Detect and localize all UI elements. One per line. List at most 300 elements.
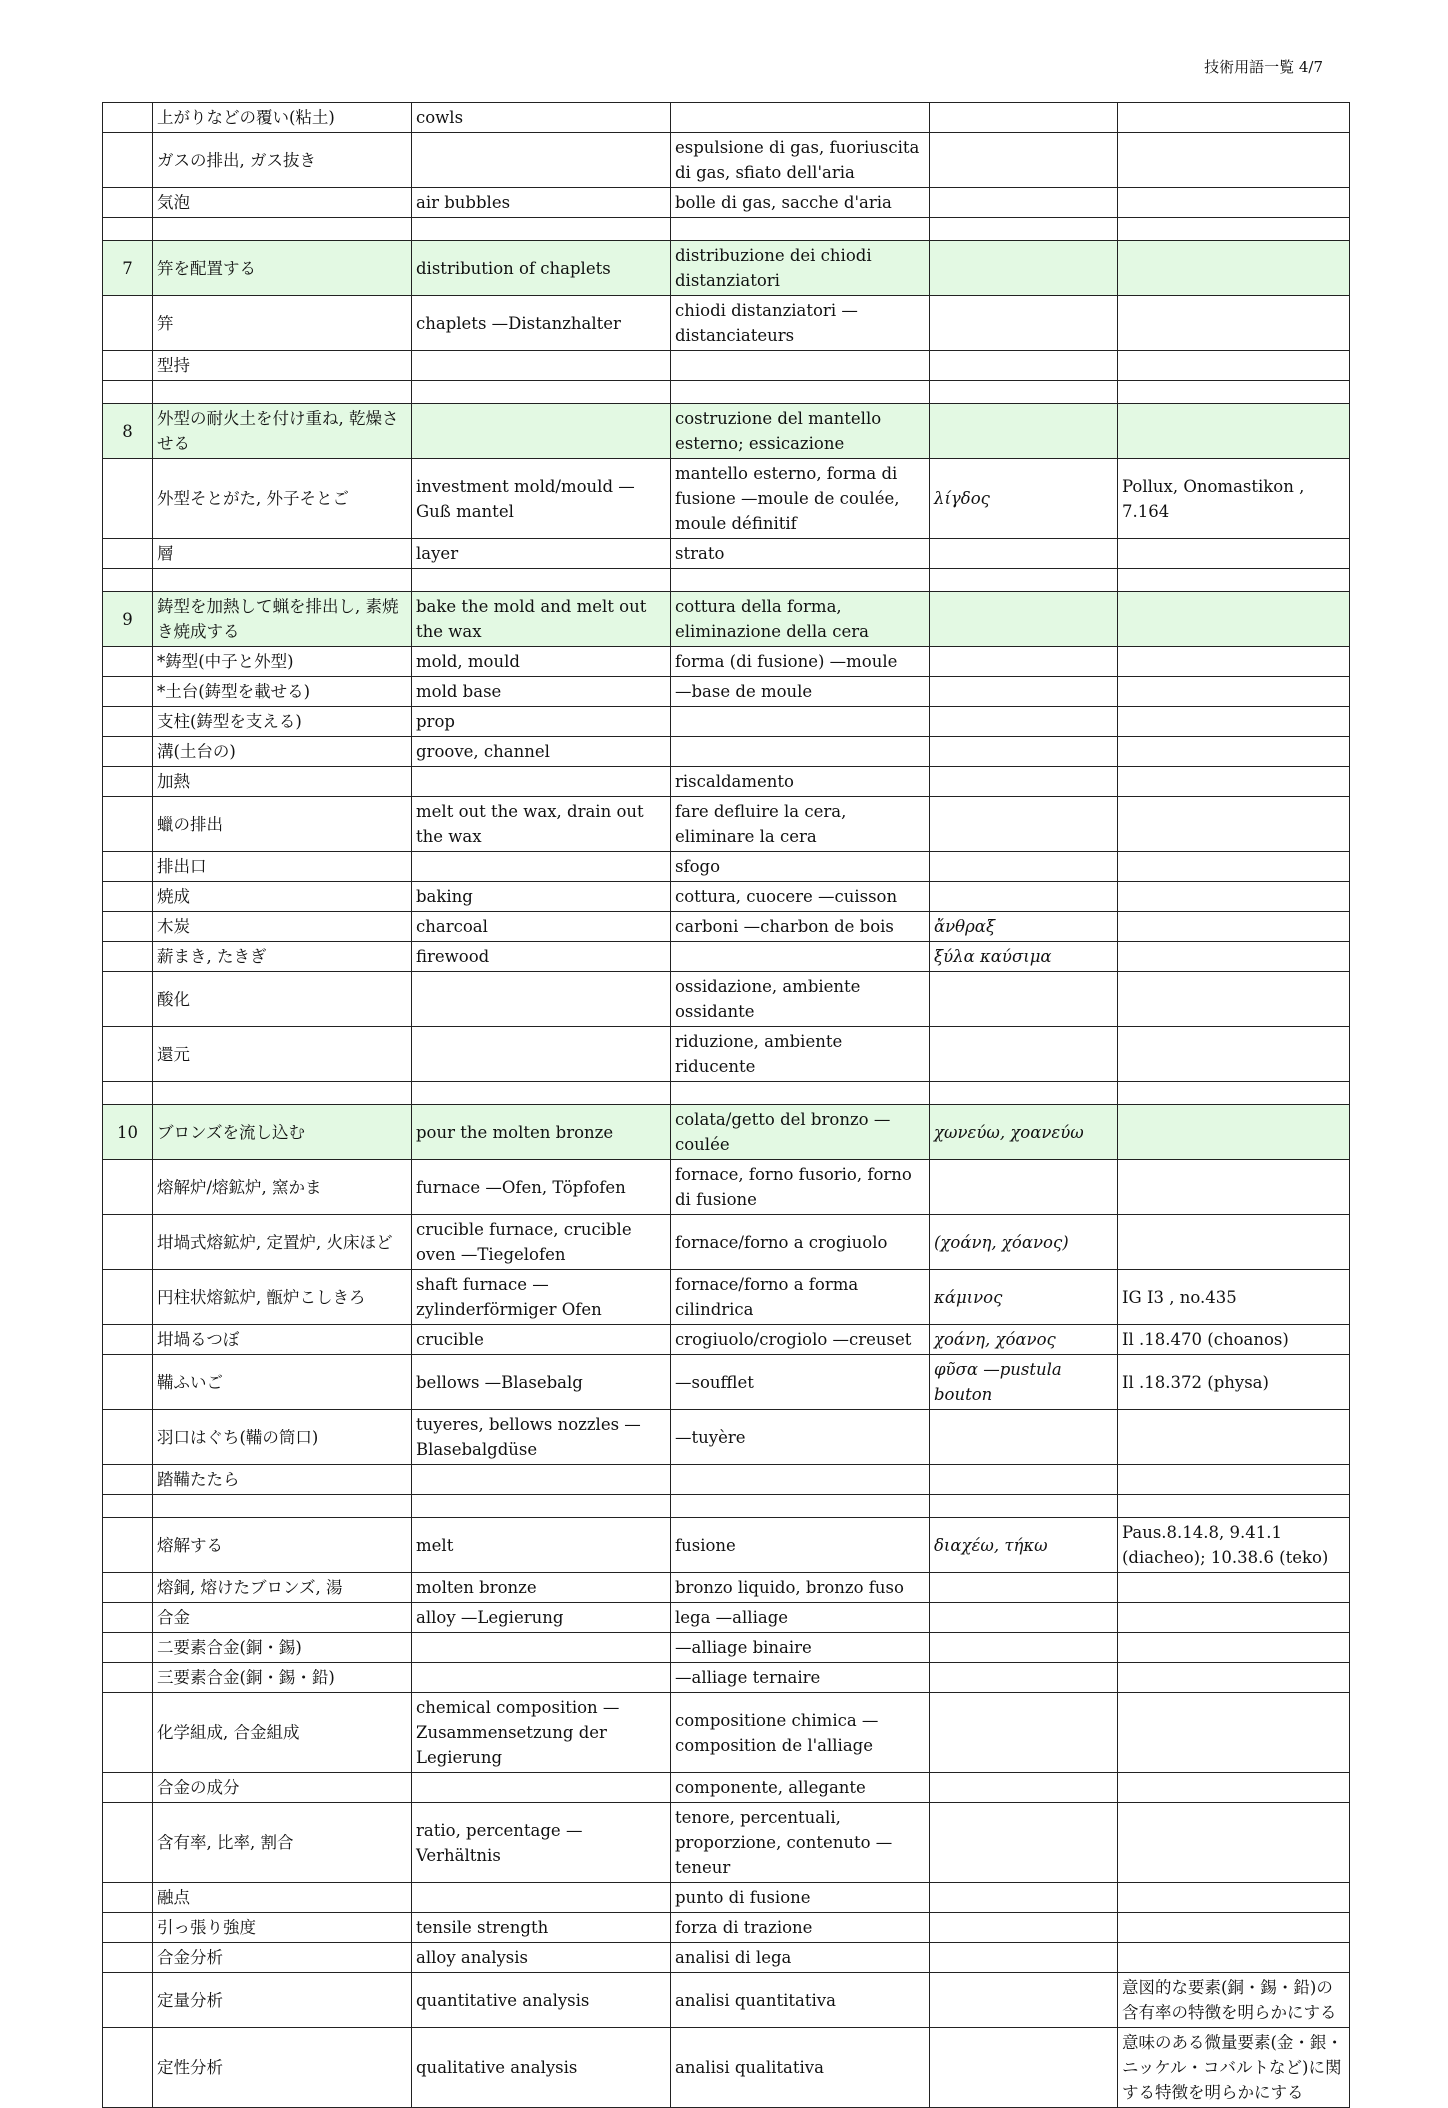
japanese-term-cell: 二要素合金(銅・錫) [153,1633,412,1663]
english-german-term-cell: crucible furnace, crucible oven —Tiegelofen [412,1215,671,1270]
italian-french-term-cell: analisi di lega [671,1943,930,1973]
japanese-term-cell: 排出口 [153,852,412,882]
japanese-term-cell: 合金 [153,1603,412,1633]
table-row [103,1355,1350,1410]
english-german-term-cell: alloy —Legierung [412,1603,671,1633]
source-note-cell [1118,912,1350,942]
step-number-cell: 7 [103,241,153,296]
table-row [103,1518,1350,1573]
greek-term-cell [930,569,1118,592]
greek-term-cell [930,296,1118,351]
english-german-term-cell [412,569,671,592]
blank-row [103,1082,1350,1105]
english-german-term-cell [412,1633,671,1663]
italian-french-term-cell: distribuzione dei chiodi distanziatori [671,241,930,296]
greek-term-cell [930,1082,1118,1105]
table-row [103,1027,1350,1082]
step-number-cell [103,569,153,592]
japanese-term-cell [153,1495,412,1518]
source-note-cell [1118,942,1350,972]
glossary-table [102,102,1350,2108]
japanese-term-cell: 加熱 [153,767,412,797]
table-row [103,1603,1350,1633]
japanese-term-cell [153,569,412,592]
japanese-term-cell: 鞴ふいご [153,1355,412,1410]
japanese-term-cell: 羽口はぐち(鞴の筒口) [153,1410,412,1465]
page-header-title: 技術用語一覧 4/7 [1204,58,1323,76]
italian-french-term-cell: fare defluire la cera, eliminare la cera [671,797,930,852]
table-row [103,133,1350,188]
blank-row [103,1495,1350,1518]
italian-french-term-cell: crogiuolo/crogiolo —creuset [671,1325,930,1355]
greek-term-cell [930,539,1118,569]
greek-term-cell [930,1773,1118,1803]
greek-term-cell [930,381,1118,404]
italian-french-term-cell [671,1082,930,1105]
greek-term-cell: κάμινος [930,1270,1118,1325]
step-number-cell [103,1883,153,1913]
step-number-cell [103,737,153,767]
italian-french-term-cell: forma (di fusione) —moule [671,647,930,677]
italian-french-term-cell [671,381,930,404]
japanese-term-cell: 合金分析 [153,1943,412,1973]
greek-term-cell [930,218,1118,241]
english-german-term-cell [412,767,671,797]
table-row [103,882,1350,912]
step-number-cell [103,912,153,942]
english-german-term-cell: shaft furnace — zylinderförmiger Ofen [412,1270,671,1325]
source-note-cell [1118,882,1350,912]
italian-french-term-cell: fornace/forno a crogiuolo [671,1215,930,1270]
english-german-term-cell: chaplets —Distanzhalter [412,296,671,351]
greek-term-cell [930,1973,1118,2028]
italian-french-term-cell: riduzione, ambiente riducente [671,1027,930,1082]
english-german-term-cell [412,351,671,381]
source-note-cell [1118,381,1350,404]
table-row [103,296,1350,351]
blank-row [103,218,1350,241]
italian-french-term-cell: compositione chimica — composition de l'alliage [671,1693,930,1773]
table-row [103,1693,1350,1773]
greek-term-cell: χωνεύω, χοανεύω [930,1105,1118,1160]
english-german-term-cell: ratio, percentage —Verhältnis [412,1803,671,1883]
greek-term-cell [930,592,1118,647]
table-row [103,1410,1350,1465]
step-number-cell [103,1082,153,1105]
greek-term-cell [930,351,1118,381]
step-number-cell [103,707,153,737]
english-german-term-cell: molten bronze [412,1573,671,1603]
greek-term-cell [930,767,1118,797]
source-note-cell [1118,1215,1350,1270]
japanese-term-cell: 熔解する [153,1518,412,1573]
source-note-cell [1118,1603,1350,1633]
japanese-term-cell: 酸化 [153,972,412,1027]
japanese-term-cell: 化学組成, 合金組成 [153,1693,412,1773]
source-note-cell [1118,1410,1350,1465]
source-note-cell [1118,1913,1350,1943]
english-german-term-cell: tensile strength [412,1913,671,1943]
step-number-cell [103,677,153,707]
japanese-term-cell: 合金の成分 [153,1773,412,1803]
step-row [103,241,1350,296]
table-row [103,2028,1350,2108]
english-german-term-cell: crucible [412,1325,671,1355]
greek-term-cell: χοάνη, χόανος [930,1325,1118,1355]
step-number-cell [103,1573,153,1603]
step-number-cell [103,1270,153,1325]
source-note-cell [1118,1883,1350,1913]
step-number-cell [103,942,153,972]
step-number-cell [103,1325,153,1355]
italian-french-term-cell: costruzione del mantello esterno; essicazione [671,404,930,459]
english-german-term-cell: alloy analysis [412,1943,671,1973]
step-number-cell [103,381,153,404]
step-number-cell [103,1355,153,1410]
english-german-term-cell: layer [412,539,671,569]
japanese-term-cell: 蠟の排出 [153,797,412,852]
japanese-term-cell: 外型そとがた, 外子そとご [153,459,412,539]
japanese-term-cell [153,381,412,404]
table-row [103,1663,1350,1693]
english-german-term-cell [412,1883,671,1913]
italian-french-term-cell: fornace, forno fusorio, forno di fusione [671,1160,930,1215]
table-row [103,852,1350,882]
source-note-cell [1118,1773,1350,1803]
english-german-term-cell: tuyeres, bellows nozzles — Blasebalgdüse [412,1410,671,1465]
greek-term-cell: λίγδος [930,459,1118,539]
step-number-cell [103,539,153,569]
step-number-cell [103,1215,153,1270]
italian-french-term-cell: lega —alliage [671,1603,930,1633]
table-row [103,797,1350,852]
japanese-term-cell: 含有率, 比率, 割合 [153,1803,412,1883]
step-number-cell [103,882,153,912]
step-number-cell [103,351,153,381]
italian-french-term-cell: colata/getto del bronzo —coulée [671,1105,930,1160]
english-german-term-cell [412,1082,671,1105]
step-number-cell: 9 [103,592,153,647]
step-number-cell [103,2028,153,2108]
italian-french-term-cell: punto di fusione [671,1883,930,1913]
table-row [103,1160,1350,1215]
english-german-term-cell [412,218,671,241]
italian-french-term-cell: riscaldamento [671,767,930,797]
italian-french-term-cell [671,103,930,133]
italian-french-term-cell: bolle di gas, sacche d'aria [671,188,930,218]
italian-french-term-cell: —alliage ternaire [671,1663,930,1693]
greek-term-cell [930,133,1118,188]
english-german-term-cell: mold base [412,677,671,707]
table-row [103,1803,1350,1883]
source-note-cell [1118,351,1350,381]
japanese-term-cell: 型持 [153,351,412,381]
greek-term-cell [930,188,1118,218]
step-number-cell [103,1027,153,1082]
english-german-term-cell: chemical composition — Zusammensetzung der Legierung [412,1693,671,1773]
source-note-cell [1118,569,1350,592]
table-row [103,1943,1350,1973]
greek-term-cell [930,707,1118,737]
step-number-cell [103,218,153,241]
greek-term-cell: διαχέω, τήκω [930,1518,1118,1573]
italian-french-term-cell: analisi quantitativa [671,1973,930,2028]
italian-french-term-cell [671,351,930,381]
step-row [103,404,1350,459]
step-number-cell [103,797,153,852]
source-note-cell [1118,1943,1350,1973]
english-german-term-cell [412,133,671,188]
japanese-term-cell: 笄 [153,296,412,351]
english-german-term-cell: investment mold/mould —Guß mantel [412,459,671,539]
table-row [103,737,1350,767]
table-row [103,1215,1350,1270]
source-note-cell: Il .18.470 (choanos) [1118,1325,1350,1355]
source-note-cell [1118,296,1350,351]
table-row [103,1913,1350,1943]
source-note-cell: 意図的な要素(銅・錫・鉛)の含有率の特徴を明らかにする [1118,1973,1350,2028]
italian-french-term-cell: espulsione di gas, fuoriuscita di gas, sfiato dell'aria [671,133,930,188]
japanese-term-cell: 三要素合金(銅・錫・鉛) [153,1663,412,1693]
italian-french-term-cell [671,1465,930,1495]
japanese-term-cell: 溝(土台の) [153,737,412,767]
greek-term-cell [930,1573,1118,1603]
greek-term-cell [930,677,1118,707]
english-german-term-cell [412,381,671,404]
step-number-cell [103,103,153,133]
japanese-term-cell: 還元 [153,1027,412,1082]
english-german-term-cell [412,404,671,459]
english-german-term-cell [412,1663,671,1693]
italian-french-term-cell: componente, allegante [671,1773,930,1803]
italian-french-term-cell: forza di trazione [671,1913,930,1943]
english-german-term-cell: pour the molten bronze [412,1105,671,1160]
italian-french-term-cell [671,1495,930,1518]
japanese-term-cell: 上がりなどの覆い(粘土) [153,103,412,133]
english-german-term-cell: prop [412,707,671,737]
english-german-term-cell [412,852,671,882]
greek-term-cell [930,1883,1118,1913]
source-note-cell [1118,1573,1350,1603]
greek-term-cell: φῦσα —pustula bouton [930,1355,1118,1410]
source-note-cell [1118,1027,1350,1082]
italian-french-term-cell: fornace/forno a forma cilindrica [671,1270,930,1325]
italian-french-term-cell: cottura della forma, eliminazione della cera [671,592,930,647]
japanese-term-cell: 熔解炉/熔鉱炉, 窯かま [153,1160,412,1215]
greek-term-cell [930,972,1118,1027]
table-row [103,188,1350,218]
step-number-cell [103,972,153,1027]
japanese-term-cell: ブロンズを流し込む [153,1105,412,1160]
english-german-term-cell: distribution of chaplets [412,241,671,296]
greek-term-cell [930,1027,1118,1082]
japanese-term-cell: 層 [153,539,412,569]
greek-term-cell [930,882,1118,912]
italian-french-term-cell [671,942,930,972]
english-german-term-cell: groove, channel [412,737,671,767]
source-note-cell: IG I3 , no.435 [1118,1270,1350,1325]
step-row [103,592,1350,647]
source-note-cell [1118,737,1350,767]
step-number-cell: 8 [103,404,153,459]
japanese-term-cell: 熔銅, 熔けたブロンズ, 湯 [153,1573,412,1603]
japanese-term-cell: 外型の耐火土を付け重ね, 乾燥させる [153,404,412,459]
japanese-term-cell: 定性分析 [153,2028,412,2108]
source-note-cell [1118,592,1350,647]
table-row [103,707,1350,737]
japanese-term-cell [153,1082,412,1105]
greek-term-cell [930,1603,1118,1633]
italian-french-term-cell [671,218,930,241]
step-number-cell [103,1495,153,1518]
source-note-cell: Paus.8.14.8, 9.41.1 (diacheo); 10.38.6 (teko) [1118,1518,1350,1573]
japanese-term-cell: 支柱(鋳型を支える) [153,707,412,737]
italian-french-term-cell: —soufflet [671,1355,930,1410]
source-note-cell [1118,1105,1350,1160]
table-row [103,1973,1350,2028]
step-row [103,1105,1350,1160]
source-note-cell [1118,188,1350,218]
source-note-cell [1118,539,1350,569]
source-note-cell [1118,133,1350,188]
table-row [103,103,1350,133]
italian-french-term-cell: ossidazione, ambiente ossidante [671,972,930,1027]
japanese-term-cell: ガスの排出, ガス抜き [153,133,412,188]
italian-french-term-cell [671,737,930,767]
step-number-cell [103,767,153,797]
greek-term-cell [930,1913,1118,1943]
blank-row [103,381,1350,404]
english-german-term-cell: mold, mould [412,647,671,677]
greek-term-cell [930,1633,1118,1663]
japanese-term-cell: 薪まき, たきぎ [153,942,412,972]
step-number-cell [103,1160,153,1215]
step-number-cell [103,1913,153,1943]
source-note-cell [1118,404,1350,459]
japanese-term-cell: 融点 [153,1883,412,1913]
step-number-cell [103,1633,153,1663]
italian-french-term-cell: —alliage binaire [671,1633,930,1663]
source-note-cell [1118,1663,1350,1693]
english-german-term-cell: bake the mold and melt out the wax [412,592,671,647]
italian-french-term-cell: tenore, percentuali, proporzione, contenuto — teneur [671,1803,930,1883]
source-note-cell [1118,103,1350,133]
greek-term-cell [930,1943,1118,1973]
english-german-term-cell [412,1495,671,1518]
italian-french-term-cell: bronzo liquido, bronzo fuso [671,1573,930,1603]
italian-french-term-cell [671,707,930,737]
source-note-cell [1118,707,1350,737]
japanese-term-cell: *鋳型(中子と外型) [153,647,412,677]
step-number-cell [103,647,153,677]
japanese-term-cell: 円柱状熔鉱炉, 甑炉こしきろ [153,1270,412,1325]
table-row [103,1883,1350,1913]
english-german-term-cell: quantitative analysis [412,1973,671,2028]
greek-term-cell [930,103,1118,133]
table-row [103,1270,1350,1325]
greek-term-cell [930,1663,1118,1693]
table-row [103,972,1350,1027]
greek-term-cell: ἄνθραξ [930,912,1118,942]
japanese-term-cell: *土台(鋳型を載せる) [153,677,412,707]
table-row [103,1573,1350,1603]
step-number-cell [103,1603,153,1633]
japanese-term-cell: 焼成 [153,882,412,912]
table-row [103,351,1350,381]
table-row [103,539,1350,569]
table-row [103,1773,1350,1803]
japanese-term-cell: 踏鞴たたら [153,1465,412,1495]
english-german-term-cell: cowls [412,103,671,133]
greek-term-cell [930,1495,1118,1518]
source-note-cell [1118,218,1350,241]
japanese-term-cell: 気泡 [153,188,412,218]
source-note-cell [1118,767,1350,797]
japanese-term-cell: 定量分析 [153,1973,412,2028]
step-number-cell [103,1973,153,2028]
table-row [103,1325,1350,1355]
italian-french-term-cell: cottura, cuocere —cuisson [671,882,930,912]
english-german-term-cell: furnace —Ofen, Töpfofen [412,1160,671,1215]
source-note-cell [1118,647,1350,677]
step-number-cell [103,133,153,188]
table-row [103,767,1350,797]
glossary-body [103,103,1350,2108]
english-german-term-cell: qualitative analysis [412,2028,671,2108]
italian-french-term-cell [671,569,930,592]
greek-term-cell [930,1160,1118,1215]
english-german-term-cell [412,972,671,1027]
table-row [103,1633,1350,1663]
table-row [103,912,1350,942]
step-number-cell [103,1773,153,1803]
source-note-cell [1118,1160,1350,1215]
english-german-term-cell: baking [412,882,671,912]
source-note-cell [1118,797,1350,852]
greek-term-cell: ξύλα καύσιμα [930,942,1118,972]
greek-term-cell [930,797,1118,852]
english-german-term-cell: melt out the wax, drain out the wax [412,797,671,852]
english-german-term-cell: air bubbles [412,188,671,218]
step-number-cell [103,1943,153,1973]
greek-term-cell [930,737,1118,767]
greek-term-cell [930,1410,1118,1465]
italian-french-term-cell: chiodi distanziatori — distanciateurs [671,296,930,351]
japanese-term-cell: 鋳型を加熱して蝋を排出し, 素焼き焼成する [153,592,412,647]
english-german-term-cell: melt [412,1518,671,1573]
greek-term-cell: (χοάνη, χόανος) [930,1215,1118,1270]
source-note-cell [1118,852,1350,882]
table-row [103,1465,1350,1495]
step-number-cell [103,1465,153,1495]
source-note-cell: Il .18.372 (physa) [1118,1355,1350,1410]
italian-french-term-cell: sfogo [671,852,930,882]
step-number-cell [103,1693,153,1773]
source-note-cell: 意味のある微量要素(金・銀・ニッケル・コバルトなど)に関する特徴を明らかにする [1118,2028,1350,2108]
greek-term-cell [930,404,1118,459]
italian-french-term-cell: analisi qualitativa [671,2028,930,2108]
table-row [103,647,1350,677]
japanese-term-cell [153,218,412,241]
source-note-cell [1118,1495,1350,1518]
english-german-term-cell: firewood [412,942,671,972]
greek-term-cell [930,647,1118,677]
italian-french-term-cell: fusione [671,1518,930,1573]
italian-french-term-cell: —base de moule [671,677,930,707]
japanese-term-cell: 坩堝式熔鉱炉, 定置炉, 火床ほど [153,1215,412,1270]
step-number-cell: 10 [103,1105,153,1160]
table-row [103,677,1350,707]
